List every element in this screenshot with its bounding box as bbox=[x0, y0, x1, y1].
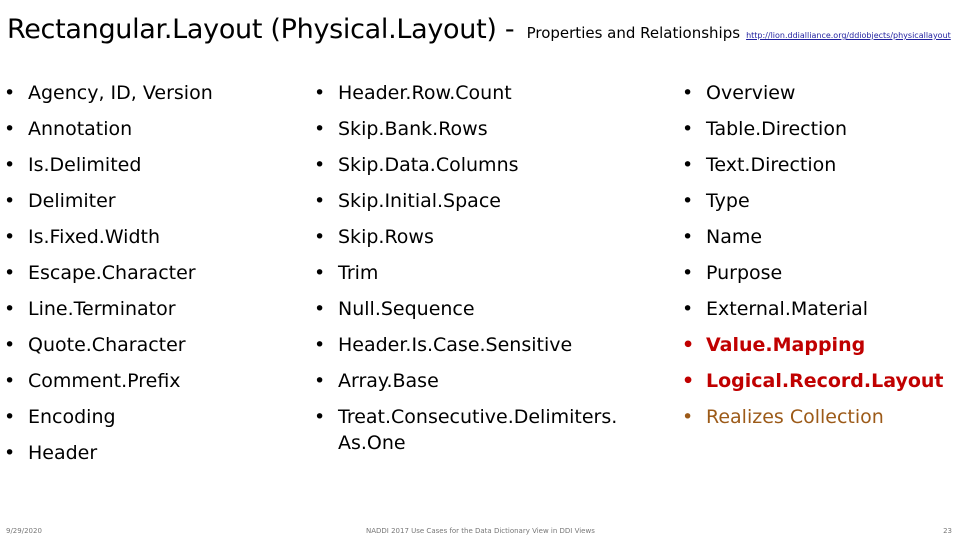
bullet-icon: • bbox=[682, 190, 694, 212]
bullet-icon: • bbox=[682, 118, 694, 140]
list-item bbox=[314, 80, 624, 106]
list-item-label: Trim bbox=[338, 262, 379, 284]
list-item bbox=[682, 368, 952, 394]
list-item-label: Skip.Data.Columns bbox=[338, 154, 519, 176]
list-item-label: Purpose bbox=[706, 262, 783, 284]
list-item bbox=[682, 224, 952, 250]
list-item bbox=[682, 188, 952, 214]
list-item-label: Header bbox=[28, 442, 98, 464]
bullet-icon: • bbox=[4, 370, 16, 392]
bullet-icon: • bbox=[4, 406, 16, 428]
properties-list-middle bbox=[314, 80, 624, 466]
list-item-label: Is.Fixed.Width bbox=[28, 226, 161, 248]
list-item bbox=[682, 260, 952, 286]
list-item-label: Agency, ID, Version bbox=[28, 82, 213, 104]
list-item bbox=[4, 296, 284, 322]
list-item bbox=[4, 332, 284, 358]
list-item-label: Name bbox=[706, 226, 763, 248]
title-subtitle: Properties and Relationships bbox=[526, 24, 741, 42]
bullet-icon: • bbox=[314, 262, 326, 284]
bullet-icon: • bbox=[314, 298, 326, 320]
list-item bbox=[314, 404, 624, 456]
properties-list-left bbox=[4, 80, 284, 476]
bullet-icon: • bbox=[4, 298, 16, 320]
list-item-label: Is.Delimited bbox=[28, 154, 142, 176]
list-item bbox=[314, 152, 624, 178]
list-item bbox=[314, 188, 624, 214]
bullet-icon: • bbox=[314, 370, 326, 392]
list-item bbox=[4, 152, 284, 178]
list-item-label: Line.Terminator bbox=[28, 298, 176, 320]
list-item bbox=[4, 188, 284, 214]
bullet-icon: • bbox=[314, 226, 326, 248]
list-item bbox=[4, 224, 284, 250]
list-item bbox=[314, 260, 624, 286]
relationship-label: Value.Mapping bbox=[706, 334, 866, 356]
list-item-label: Delimiter bbox=[28, 190, 116, 212]
list-item bbox=[314, 296, 624, 322]
bullet-icon: • bbox=[314, 154, 326, 176]
list-item bbox=[314, 332, 624, 358]
list-item bbox=[682, 332, 952, 358]
list-item bbox=[682, 80, 952, 106]
footer-text: NADDI 2017 Use Cases for the Data Dictionary View in DDI Views bbox=[366, 527, 595, 535]
bullet-icon: • bbox=[682, 154, 694, 176]
bullet-icon: • bbox=[4, 154, 16, 176]
footer-date: 9/29/2020 bbox=[6, 527, 42, 535]
title-link[interactable]: http://lion.ddialliance.org/ddiobjects/physicallayout bbox=[746, 31, 951, 40]
bullet-icon: • bbox=[4, 334, 16, 356]
list-item-label: Header.Is.Case.Sensitive bbox=[338, 334, 573, 356]
list-item-label: Comment.Prefix bbox=[28, 370, 181, 392]
list-item bbox=[314, 368, 624, 394]
bullet-icon: • bbox=[4, 442, 16, 464]
list-item bbox=[4, 80, 284, 106]
list-item-label: Table.Direction bbox=[706, 118, 848, 140]
bullet-icon: • bbox=[4, 226, 16, 248]
slide-title bbox=[7, 14, 951, 45]
list-item-label: Skip.Rows bbox=[338, 226, 434, 248]
bullet-icon: • bbox=[314, 334, 326, 356]
bullet-icon: • bbox=[4, 262, 16, 284]
list-item bbox=[314, 116, 624, 142]
bullet-icon: • bbox=[314, 406, 326, 428]
list-item bbox=[4, 260, 284, 286]
bullet-icon: • bbox=[682, 298, 694, 320]
relationships-list-right bbox=[682, 80, 952, 440]
list-item bbox=[4, 368, 284, 394]
list-item bbox=[682, 116, 952, 142]
list-item-label: Skip.Initial.Space bbox=[338, 190, 501, 212]
relationship-label: Logical.Record.Layout bbox=[706, 370, 944, 392]
list-item-label: Overview bbox=[706, 82, 796, 104]
list-item-label: Type bbox=[706, 190, 750, 212]
bullet-icon: • bbox=[314, 190, 326, 212]
list-item-label: Array.Base bbox=[338, 370, 439, 392]
bullet-icon: • bbox=[314, 118, 326, 140]
bullet-icon: • bbox=[314, 82, 326, 104]
list-item-label: Header.Row.Count bbox=[338, 82, 512, 104]
list-item bbox=[682, 296, 952, 322]
list-item-label: Null.Sequence bbox=[338, 298, 475, 320]
list-item bbox=[314, 224, 624, 250]
bullet-icon: • bbox=[4, 118, 16, 140]
bullet-icon: • bbox=[682, 226, 694, 248]
page-number: 23 bbox=[943, 527, 952, 535]
bullet-icon: • bbox=[682, 406, 694, 428]
bullet-icon: • bbox=[682, 334, 695, 356]
realizes-label: Realizes Collection bbox=[706, 406, 884, 428]
list-item bbox=[682, 152, 952, 178]
list-item bbox=[682, 404, 952, 430]
list-item-label: Encoding bbox=[28, 406, 116, 428]
list-item bbox=[4, 440, 284, 466]
bullet-icon: • bbox=[4, 190, 16, 212]
list-item bbox=[4, 116, 284, 142]
bullet-icon: • bbox=[682, 262, 694, 284]
bullet-icon: • bbox=[682, 370, 695, 392]
list-item-label: Skip.Bank.Rows bbox=[338, 118, 488, 140]
bullet-icon: • bbox=[4, 82, 16, 104]
list-item-label: Treat.Consecutive.Delimiters.As.One bbox=[338, 406, 618, 454]
list-item-label: Escape.Character bbox=[28, 262, 196, 284]
list-item-label: Annotation bbox=[28, 118, 133, 140]
list-item-label: Text.Direction bbox=[706, 154, 837, 176]
list-item bbox=[4, 404, 284, 430]
list-item-label: Quote.Character bbox=[28, 334, 186, 356]
list-item-label: External.Material bbox=[706, 298, 869, 320]
title-main: Rectangular.Layout (Physical.Layout) - bbox=[7, 14, 523, 45]
bullet-icon: • bbox=[682, 82, 694, 104]
